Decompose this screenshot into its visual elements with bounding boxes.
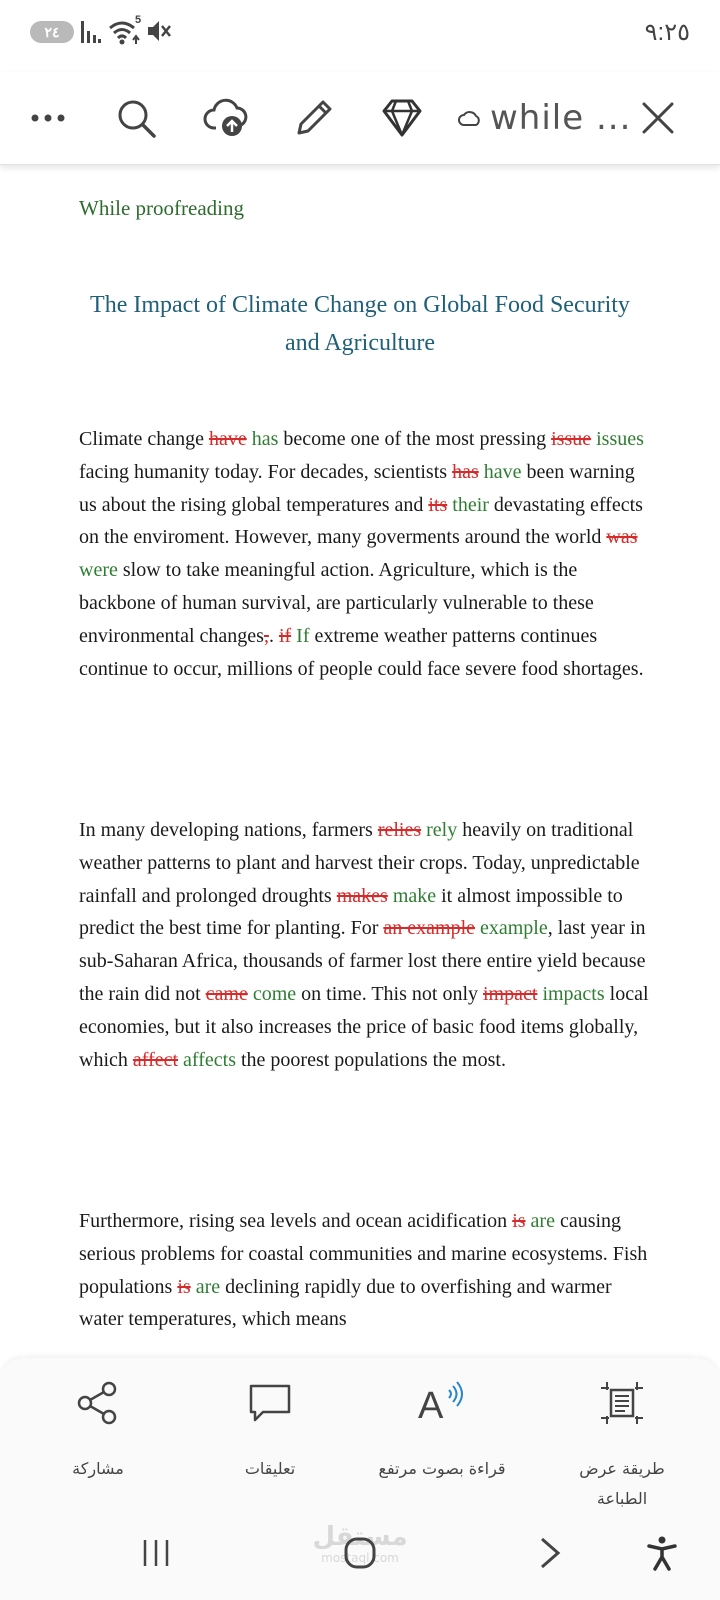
document-heading: The Impact of Climate Change on Global Food Security and Agriculture	[90, 292, 630, 356]
more-dots-icon	[30, 113, 66, 123]
battery-level: ٢٤	[44, 24, 60, 40]
bottom-action-sheet	[0, 1358, 720, 1508]
deleted-text: is	[177, 1275, 191, 1298]
deleted-text: an example	[383, 917, 475, 940]
deleted-text: relies	[377, 819, 422, 841]
back-button[interactable]	[520, 1528, 580, 1578]
wifi-badge: 5	[135, 14, 142, 26]
text-run: local economies, but it also increases the price of basic food items globally, which	[79, 982, 649, 1071]
inserted-text: rely	[426, 819, 458, 841]
paragraph	[79, 814, 649, 1076]
inserted-text: are	[530, 1210, 555, 1232]
deleted-text: have	[208, 428, 247, 450]
cloud-upload-icon	[202, 96, 250, 140]
text-run: causing serious problems for coastal communities and marine ecosystems. Fish populations	[79, 1210, 648, 1298]
watermark-site: mostaql.com	[321, 1551, 399, 1565]
inserted-text: impacts	[542, 982, 605, 1005]
text-run: slow to take meaningful action. Agriculture, which is the backbone of human survival, are particularly vulnerable to these environmental changes	[79, 559, 594, 647]
recent-apps-button[interactable]	[126, 1528, 186, 1578]
tracking-label: While proofreading	[79, 196, 245, 220]
read-aloud-icon	[416, 1380, 468, 1426]
deleted-text: affect	[132, 1048, 179, 1071]
pencil-icon	[293, 97, 335, 139]
inserted-text: have	[483, 460, 522, 483]
clock: ٩:٢٥	[644, 19, 690, 46]
paragraph	[79, 423, 649, 685]
recent-apps-icon	[141, 1538, 171, 1568]
read-aloud-button[interactable]	[352, 1358, 532, 1508]
document-title-text: while ...	[490, 98, 632, 138]
cloud-icon	[458, 109, 482, 127]
svg-text:A: A	[418, 1385, 444, 1426]
text-run: been warning us about the rising global temperatures and	[79, 460, 635, 516]
inserted-text: come	[252, 982, 297, 1005]
edit-button[interactable]	[286, 90, 342, 146]
signal-icon	[80, 19, 102, 45]
deleted-text: ,	[263, 624, 269, 647]
deleted-text: came	[205, 982, 248, 1005]
home-button[interactable]	[330, 1528, 390, 1578]
battery-indicator	[30, 21, 74, 43]
deleted-text: if	[278, 624, 292, 647]
share-label: مشاركة	[72, 1459, 124, 1478]
home-icon	[343, 1536, 377, 1570]
accessibility-icon	[646, 1535, 678, 1571]
deleted-text: is	[512, 1210, 526, 1232]
chevron-right-icon	[538, 1536, 562, 1570]
comment-icon	[247, 1380, 293, 1426]
text-run: heavily on traditional weather patterns to plant and harvest their crops. Today, unpredictable rainfall and prolonged droughts	[79, 819, 640, 907]
text-run: .	[268, 624, 279, 647]
paragraph	[79, 1205, 649, 1336]
text-run: on time. This not only	[296, 982, 483, 1005]
text-run: facing humanity today. For decades, scientists	[79, 460, 453, 483]
inserted-text: If	[296, 624, 310, 647]
inserted-text: their	[452, 493, 489, 516]
inserted-text: issues	[596, 428, 644, 450]
text-run: devastating effects on the enviroment. However, many goverments around the world	[79, 493, 643, 549]
search-icon	[115, 97, 157, 139]
accessibility-button[interactable]	[632, 1528, 692, 1578]
print-layout-button[interactable]	[532, 1358, 712, 1508]
print-layout-icon	[599, 1380, 645, 1426]
diamond-icon	[380, 98, 424, 138]
inserted-text: has	[251, 428, 279, 450]
print-layout-label: طريقة عرض الطباعة	[579, 1459, 665, 1508]
comments-label: تعليقات	[244, 1459, 296, 1478]
mute-icon	[146, 18, 172, 44]
deleted-text: its	[428, 493, 448, 516]
inserted-text: make	[392, 884, 437, 907]
close-button[interactable]	[630, 90, 686, 146]
text-run: Furthermore, rising sea levels and ocean acidification	[79, 1210, 513, 1232]
status-bar	[0, 0, 720, 66]
upload-button[interactable]	[198, 90, 254, 146]
system-nav-bar	[0, 1508, 720, 1600]
inserted-text: affects	[183, 1048, 236, 1071]
deleted-text: makes	[336, 884, 388, 907]
share-button[interactable]	[8, 1358, 188, 1508]
wifi-icon	[108, 16, 142, 51]
inserted-text: were	[79, 559, 118, 582]
document-title[interactable]	[458, 96, 631, 140]
text-run: extreme weather patterns continues continue to occur, millions of people could face severe food shortages.	[79, 624, 644, 680]
read-aloud-label: قراءة بصوت مرتفع	[378, 1459, 506, 1478]
share-icon	[75, 1380, 121, 1426]
deleted-text: issue	[551, 428, 592, 450]
deleted-text: has	[452, 460, 479, 483]
premium-button[interactable]	[374, 90, 430, 146]
text-run: , last year in sub-Saharan Africa, thousands of farmer lost there entire yield because the rain did not	[79, 917, 646, 1005]
search-button[interactable]	[108, 90, 164, 146]
deleted-text: impact	[483, 982, 538, 1005]
watermark-brand: مستقل	[312, 1522, 408, 1552]
deleted-text: was	[606, 526, 638, 549]
inserted-text: example	[480, 917, 548, 940]
text-run: become one of the most pressing	[278, 428, 552, 450]
close-icon	[640, 100, 676, 136]
text-run: declining rapidly due to overfishing and warmer water temperatures, which means	[79, 1275, 612, 1331]
text-run: the poorest populations the most.	[235, 1048, 506, 1071]
comments-button[interactable]	[180, 1358, 360, 1508]
text-run: In many developing nations, farmers	[79, 819, 378, 841]
text-run: Climate change	[79, 428, 209, 450]
document-body[interactable]	[0, 168, 720, 1358]
more-options-button[interactable]	[20, 90, 76, 146]
text-run: it almost impossible to predict the best time for planting. For	[79, 884, 623, 940]
toolbar	[0, 72, 720, 165]
inserted-text: are	[195, 1275, 221, 1298]
